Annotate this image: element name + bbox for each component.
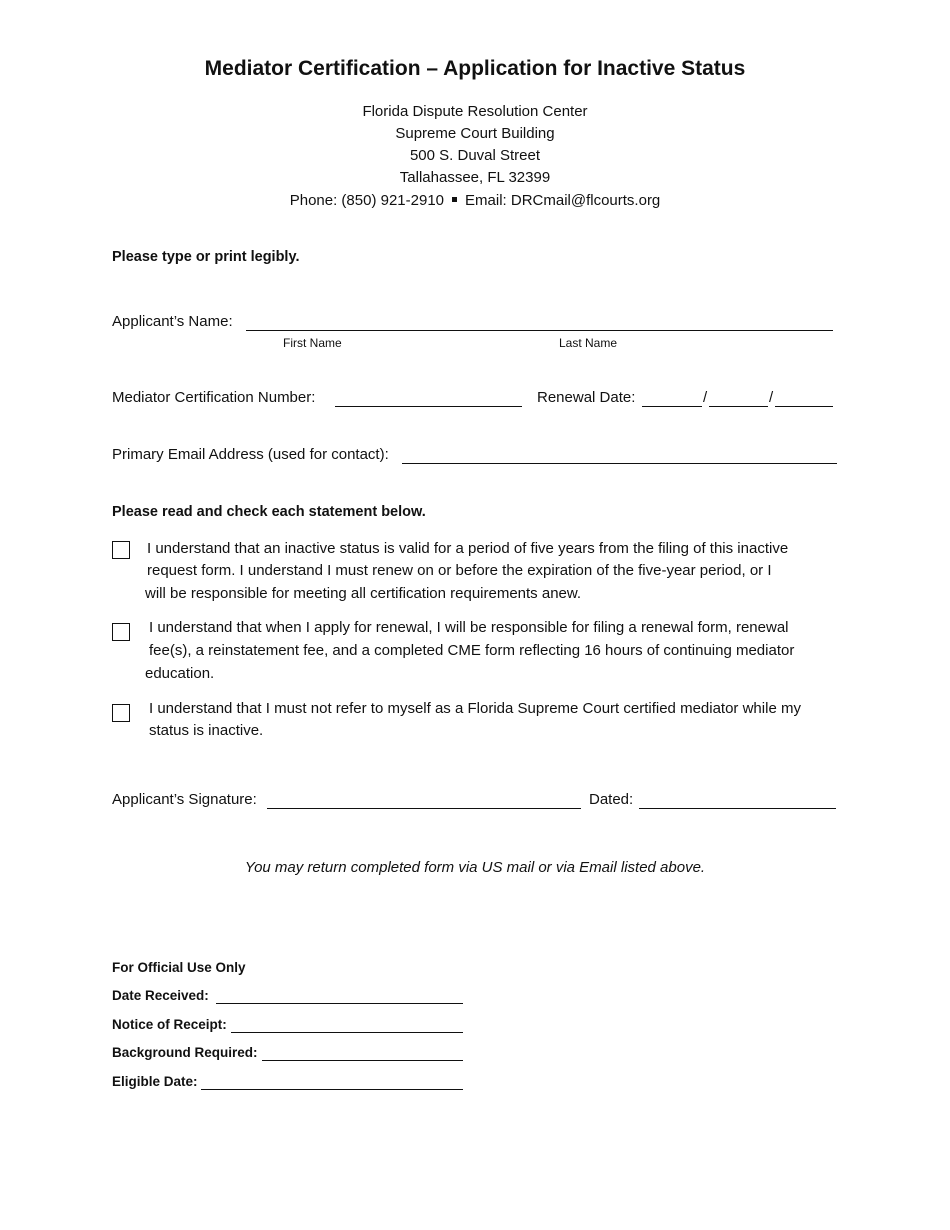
renewal-day-field[interactable]	[709, 392, 768, 407]
eligible-date-field[interactable]	[201, 1076, 463, 1090]
email-label: Primary Email Address (used for contact):	[112, 446, 389, 463]
renewal-date-label: Renewal Date:	[537, 389, 636, 406]
dated-label: Dated:	[589, 791, 634, 808]
org-name: Florida Dispute Resolution Center	[362, 103, 588, 120]
statement-2-line-1: I understand that when I apply for renewal, I will be responsible for filing a renewal form, renewal	[149, 619, 789, 636]
renewal-month-field[interactable]	[642, 392, 702, 407]
statement-3-line-2: status is inactive.	[149, 722, 264, 739]
email-field[interactable]	[402, 449, 837, 464]
street-address: 500 S. Duval Street	[409, 147, 541, 164]
dated-field[interactable]	[639, 794, 836, 809]
official-use-heading: For Official Use Only	[112, 960, 246, 975]
applicant-name-field[interactable]	[246, 316, 833, 331]
statement-1-checkbox[interactable]	[112, 541, 130, 559]
cert-number-label: Mediator Certification Number:	[112, 389, 316, 406]
city-address: Tallahassee, FL 32399	[399, 169, 551, 186]
statement-2-checkbox[interactable]	[112, 623, 130, 641]
notice-of-receipt-field[interactable]	[231, 1019, 463, 1033]
instructions: Please type or print legibly.	[112, 249, 300, 265]
cert-number-field[interactable]	[335, 392, 522, 407]
background-required-label: Background Required:	[112, 1045, 258, 1060]
renewal-year-field[interactable]	[775, 392, 833, 407]
statement-1-line-3: will be responsible for meeting all certification requirements anew.	[145, 585, 582, 602]
statement-1-line-2: request form. I understand I must renew on or before the expiration of the five-year period, or I	[147, 562, 772, 579]
applicant-name-label: Applicant’s Name:	[112, 313, 233, 330]
contact-line	[0, 192, 950, 209]
building-name: Supreme Court Building	[395, 125, 555, 142]
statement-3-line-1: I understand that I must not refer to myself as a Florida Supreme Court certified mediator while my	[149, 700, 801, 717]
date-received-field[interactable]	[216, 990, 463, 1004]
statement-2-line-3: education.	[145, 665, 215, 682]
statement-1-line-1: I understand that an inactive status is valid for a period of five years from the filing of this inactive	[147, 540, 789, 557]
date-received-label: Date Received:	[112, 988, 209, 1003]
last-name-caption: Last Name	[559, 336, 618, 350]
return-note: You may return completed form via US mail or via Email listed above.	[244, 859, 706, 876]
first-name-caption: First Name	[283, 336, 342, 350]
email-text: Email: DRCmail@flcourts.org	[465, 192, 661, 209]
statement-3-checkbox[interactable]	[112, 704, 130, 722]
page-title: Mediator Certification – Application for Inactive Status	[204, 57, 746, 80]
bullet-icon	[452, 197, 457, 202]
date-slash: /	[703, 389, 708, 406]
notice-of-receipt-label: Notice of Receipt:	[112, 1017, 227, 1032]
date-slash: /	[769, 389, 774, 406]
eligible-date-label: Eligible Date:	[112, 1074, 198, 1089]
phone-text: Phone: (850) 921-2910	[289, 192, 445, 209]
statements-heading: Please read and check each statement below.	[112, 504, 426, 520]
background-required-field[interactable]	[262, 1047, 463, 1061]
signature-label: Applicant’s Signature:	[112, 791, 257, 808]
statement-2-line-2: fee(s), a reinstatement fee, and a completed CME form reflecting 16 hours of continuing mediator	[149, 642, 795, 659]
signature-field[interactable]	[267, 794, 581, 809]
